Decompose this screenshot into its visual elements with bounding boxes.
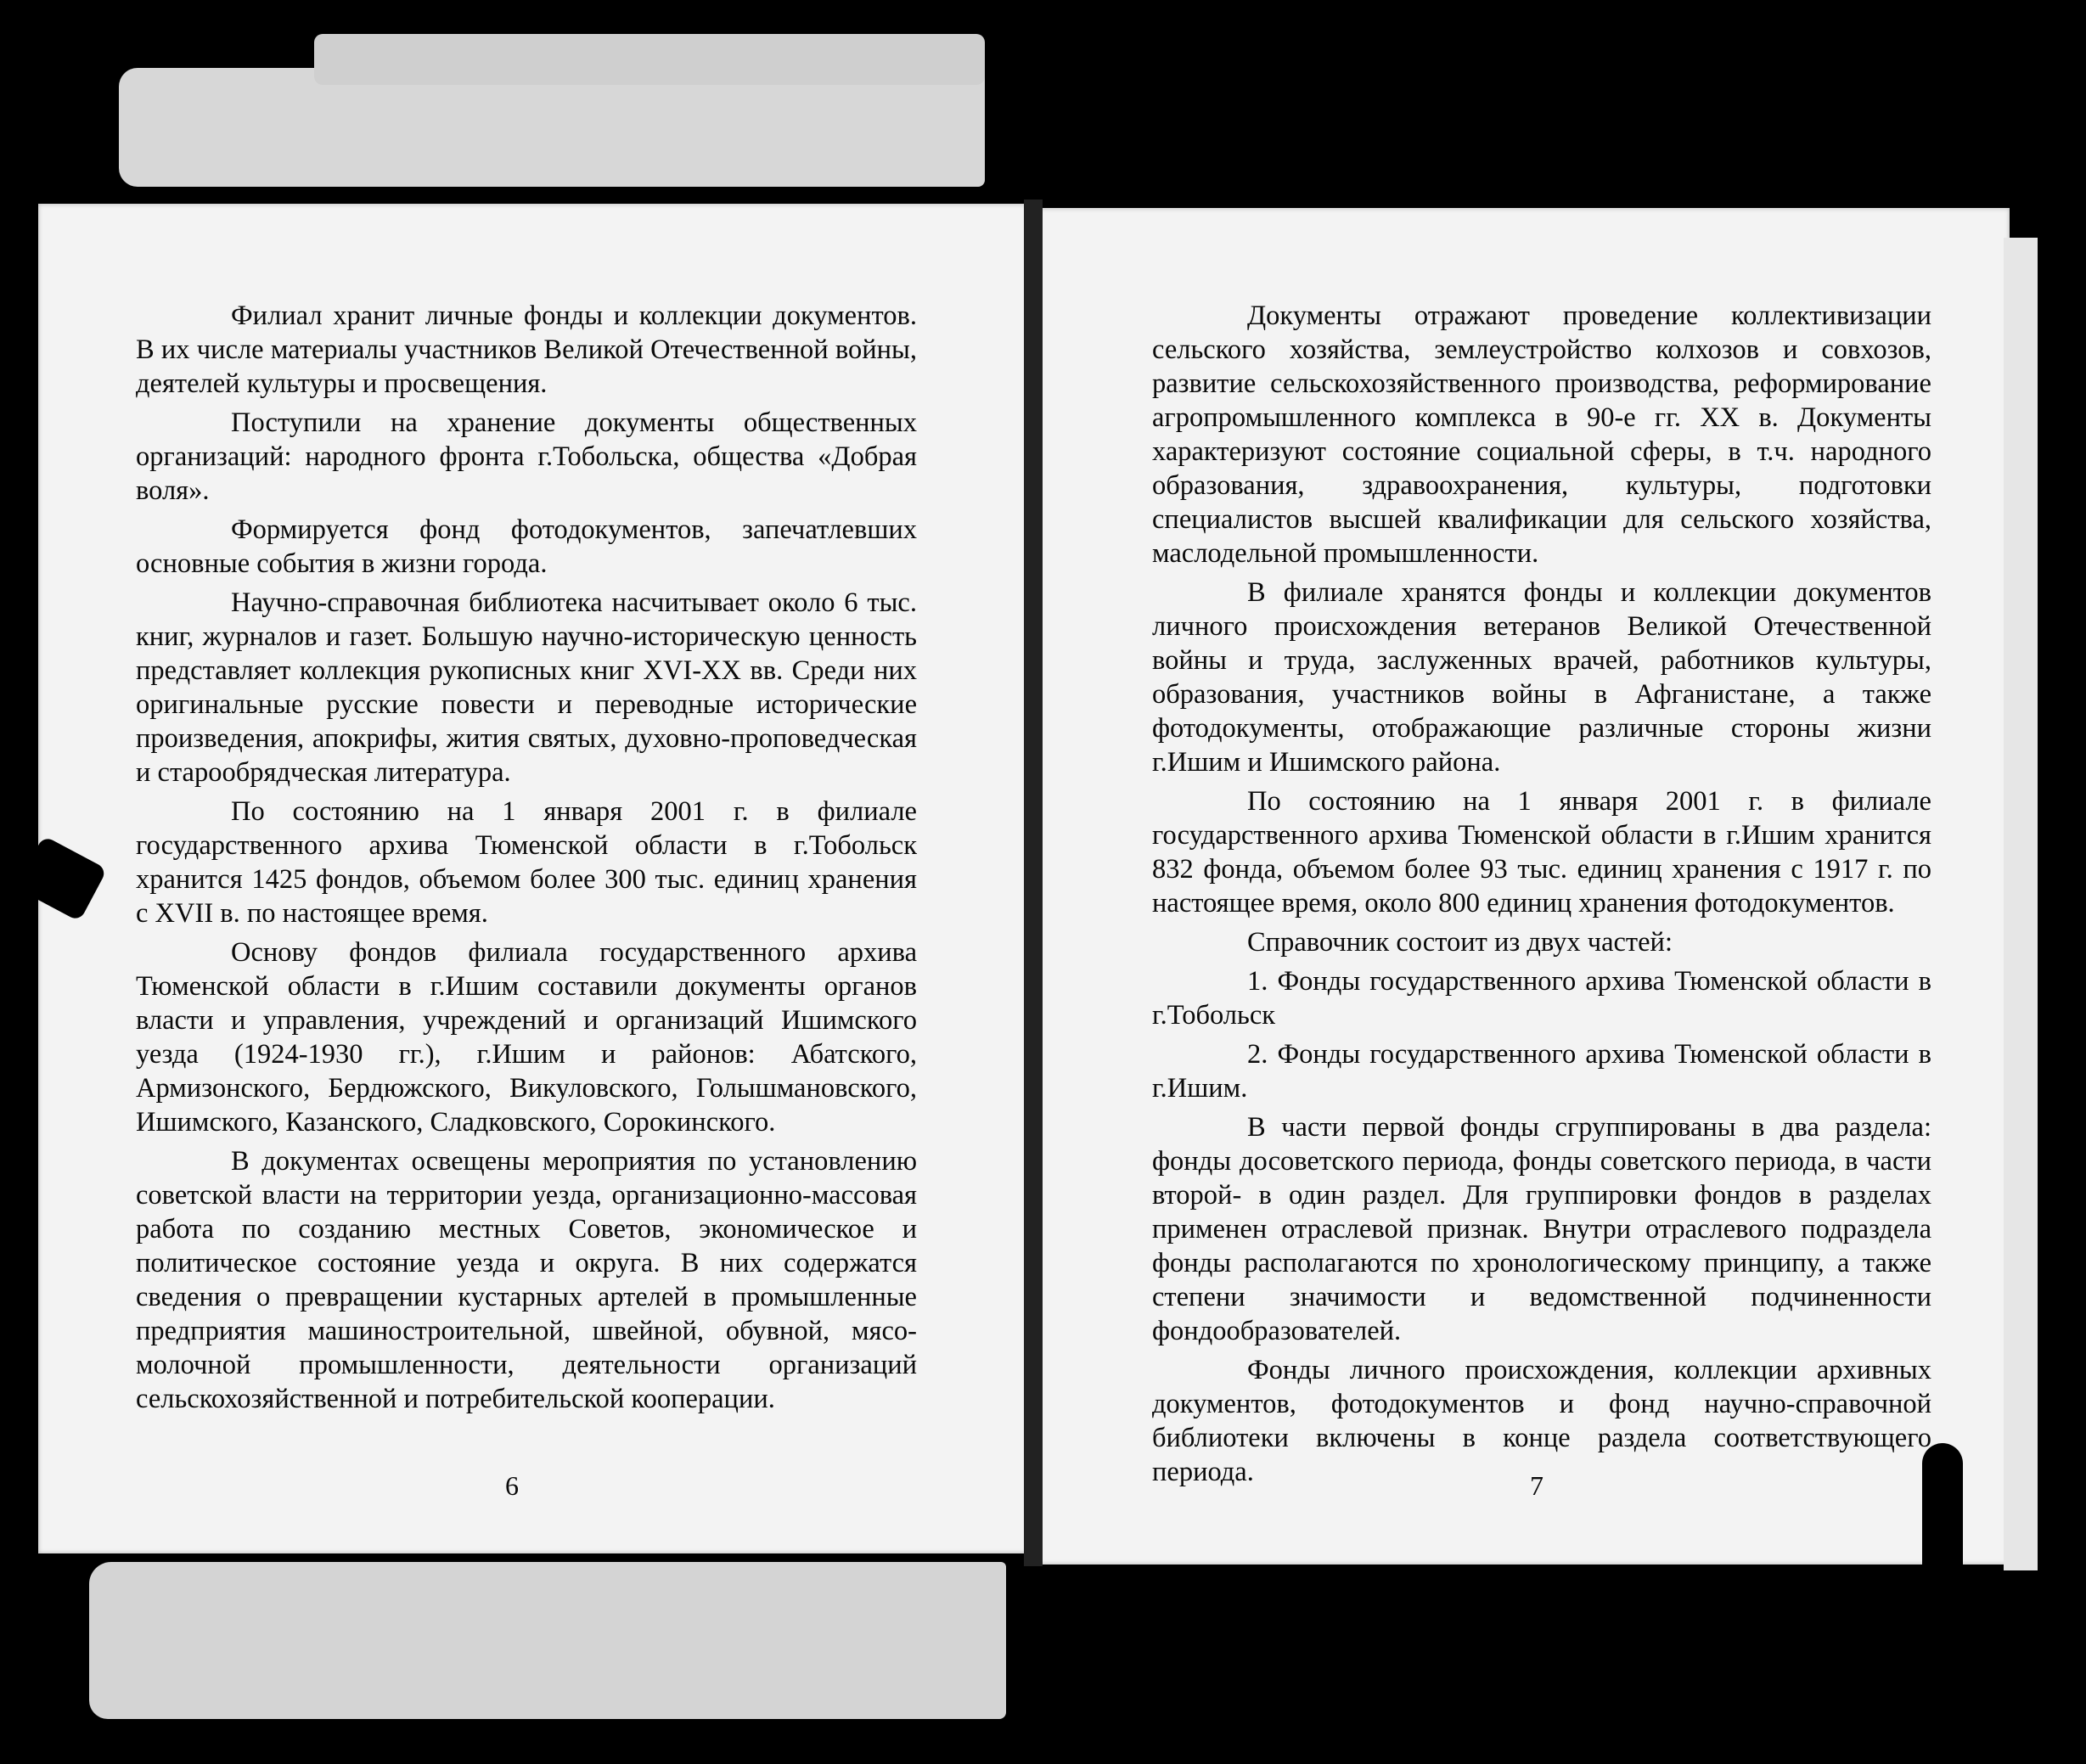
left-paragraph-4: Научно-справочная библиотека насчитывает около 6 тыс. книг, журналов и газет. Большую научно-историческую ценность представляет коллекция рукописных книг XVI-XX вв. Среди них оригинальные русские повести и переводные исторические произведения, апокрифы, жития святых, духовно-проповедческая и старообрядческая литература.	[136, 587, 917, 788]
right-paragraph-3: По состоянию на 1 января 2001 г. в филиале государственного архива Тюменской области в г.Ишим хранится 832 фонда, объемом более 93 тыс. единиц хранения с 1917 г. по настоящее время, около 800 единиц хранения фотодокументов.	[1152, 786, 1931, 919]
right-page-number: 7	[1530, 1470, 1543, 1501]
right-paragraph-8: Фонды личного происхождения, коллекции архивных документов, фотодокументов и фонд научно-справочной библиотеки включены в конце раздела соответствующего периода.	[1152, 1355, 1931, 1487]
book-edge-bottom	[89, 1562, 1006, 1719]
book-edge-top	[119, 68, 985, 187]
book-gutter	[1024, 199, 1043, 1566]
right-paragraph-6: 2. Фонды государственного архива Тюменской области в г.Ишим.	[1152, 1039, 1931, 1104]
right-paragraph-4: Справочник состоит из двух частей:	[1247, 927, 1673, 958]
right-paragraph-2: В филиале хранятся фонды и коллекции документов личного происхождения ветеранов Великой Отечественной войны и труда, заслуженных врачей, работников культуры, образования, участников войны в Афганистане, а также фотодокументы, отображающие различные стороны жизни г.Ишим и Ишимского района.	[1152, 577, 1931, 778]
left-paragraph-1: Филиал хранит личные фонды и коллекции документов. В их числе материалы участников Великой Отечественной войны, деятелей культуры и просвещения.	[136, 301, 917, 399]
book-edge-top-inner	[314, 34, 985, 85]
left-paragraph-3: Формируется фонд фотодокументов, запечатлевших основные события в жизни города.	[136, 514, 917, 579]
right-page-stack-edge	[2004, 238, 2038, 1570]
left-page-text	[136, 299, 917, 1421]
left-paragraph-6: Основу фондов филиала государственного архива Тюменской области в г.Ишим составили документы органов власти и управления, учреждений и организаций Ишимского уезда (1924-1930 гг.), г.Ишим и районов: Абатского, Армизонского, Бердюжского, Викуловского, Голышмановского, Ишимского, Казанского, Сладковского, Сорокинского.	[136, 937, 917, 1138]
right-page-text	[1152, 299, 1931, 1494]
left-paragraph-5: По состоянию на 1 января 2001 г. в филиале государственного архива Тюменской области в г.Тобольск хранится 1425 фондов, объемом более 300 тыс. единиц хранения с XVII в. по настоящее время.	[136, 796, 917, 929]
right-paragraph-1: Документы отражают проведение коллективизации сельского хозяйства, землеустройство колхозов и совхозов, развитие сельскохозяйственного производства, реформирование агропромышленного комплекса в 90-е гг. XX в. Документы характеризуют состояние социальной сферы, в т.ч. народного образования, здравоохранения, культуры, подготовки специалистов высшей квалификации для сельского хозяйства, маслодельной промышленности.	[1152, 301, 1931, 569]
left-page-number: 6	[505, 1470, 519, 1501]
left-paragraph-2: Поступили на хранение документы общественных организаций: народного фронта г.Тобольска, общества «Добрая воля».	[136, 407, 917, 506]
left-paragraph-7: В документах освещены мероприятия по установлению советской власти на территории уезда, организационно-массовая работа по созданию местных Советов, экономическое и политическое состояние уезда и округа. В них содержатся сведения о превращении кустарных артелей в промышленные предприятия машиностроительной, швейной, обувной, мясо-молочной промышленности, деятельности организаций сельскохозяйственной и потребительской кооперации.	[136, 1146, 917, 1414]
right-paragraph-5: 1. Фонды государственного архива Тюменской области в г.Тобольск	[1152, 966, 1931, 1031]
right-paragraph-7: В части первой фонды сгруппированы в два раздела: фонды досоветского периода, фонды советского периода, в части второй- в один раздел. Для группировки фондов в разделах применен отраслевой признак. Внутри отраслевого подраздела фонды располагаются по хронологическому принципу, а также степени значимости и ведомственной подчиненности фондообразователей.	[1152, 1112, 1931, 1346]
